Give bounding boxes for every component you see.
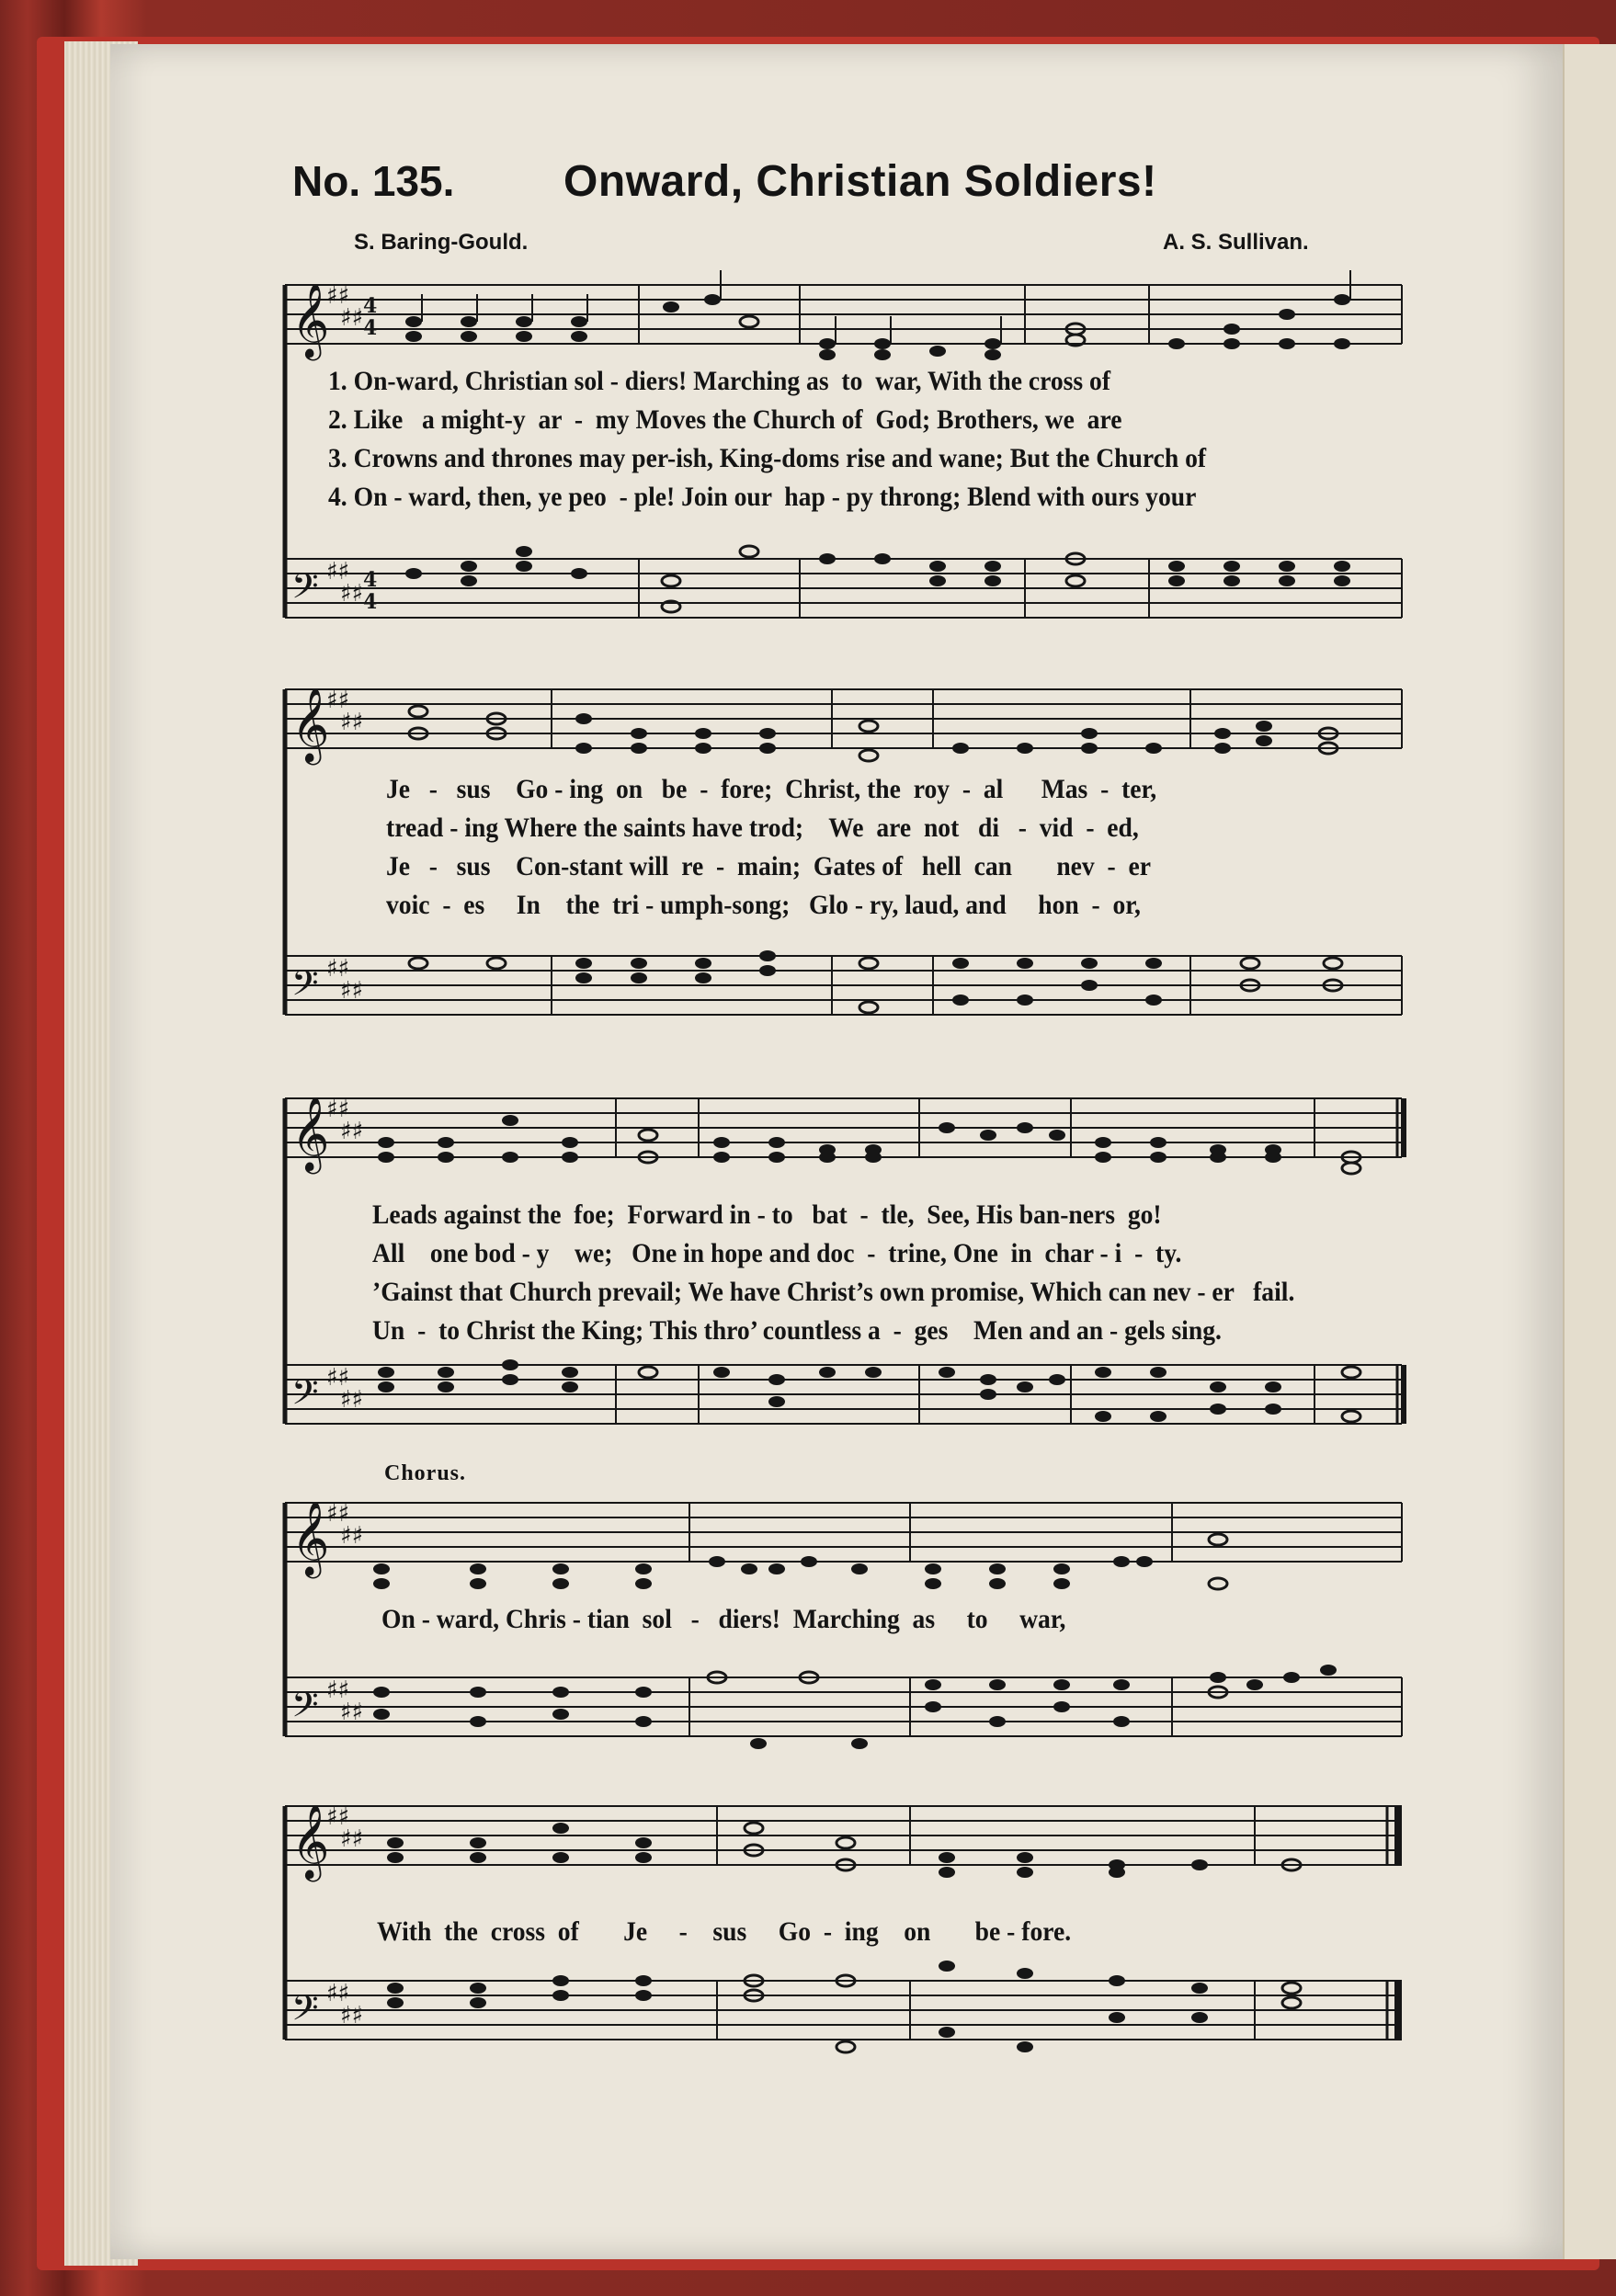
facing-page-edge [1563, 44, 1616, 2259]
music-system-4-chorus [271, 1484, 1411, 1760]
music-system-2 [271, 671, 1411, 1048]
lyric-line-verse-1: 1. On-ward, Christian sol - diers! Marching as to war, With the cross of [328, 366, 1111, 396]
svg-text:♯♯: ♯♯ [326, 1096, 350, 1123]
svg-text:♯♯: ♯♯ [326, 558, 350, 585]
svg-text:♯♯: ♯♯ [340, 2002, 364, 2029]
svg-text:𝄢: 𝄢 [291, 1987, 319, 2037]
svg-text:♯♯: ♯♯ [326, 282, 350, 310]
svg-text:𝄞: 𝄞 [291, 687, 330, 762]
svg-text:♯♯: ♯♯ [340, 1386, 364, 1414]
svg-text:4: 4 [363, 590, 378, 614]
svg-text:♯♯: ♯♯ [340, 977, 364, 1005]
lyric-line-chorus-1: On - ward, Chris - tian sol - diers! Marching as to war, [381, 1604, 1066, 1634]
svg-text:4: 4 [363, 568, 378, 592]
lyric-line-verse-3: 3. Crowns and thrones may per-ish, King-doms rise and wane; But the Church of [328, 443, 1207, 473]
svg-text:4: 4 [363, 294, 378, 318]
music-system-5-chorus [271, 1788, 1411, 2063]
svg-text:♯♯: ♯♯ [340, 1522, 364, 1550]
svg-text:♯♯: ♯♯ [326, 1500, 350, 1528]
svg-text:𝄞: 𝄞 [291, 1500, 330, 1575]
svg-text:♯♯: ♯♯ [340, 1825, 364, 1853]
svg-text:♯♯: ♯♯ [326, 1677, 350, 1704]
lyricist-credit: S. Baring-Gould. [354, 230, 529, 255]
hymn-number: No. 135. [292, 157, 455, 205]
svg-text:𝄢: 𝄢 [291, 1371, 319, 1421]
svg-text:♯♯: ♯♯ [326, 687, 350, 714]
lyric-line-chorus-2: With the cross of Je - sus Go - ing on be - fore. [377, 1916, 1072, 1947]
lyric-line-verse-2: tread - ing Where the saints have trod; We are not di - vid - ed, [386, 813, 1139, 843]
svg-text:𝄢: 𝄢 [291, 962, 319, 1012]
lyric-line-verse-4: voic - es In the tri - umph-song; Glo - ry, laud, and hon - or, [386, 890, 1141, 920]
lyric-line-verse-4: 4. On - ward, then, ye peo - ple! Join our hap - py throng; Blend with ours your [328, 482, 1197, 512]
svg-text:𝄢: 𝄢 [291, 565, 319, 615]
music-system-1 [271, 267, 1411, 653]
svg-text:♯♯: ♯♯ [326, 1803, 350, 1831]
lyric-line-verse-1: Je - sus Go - ing on be - fore; Christ, the roy - al Mas - ter, [386, 774, 1157, 804]
hymn-title: Onward, Christian Soldiers! [563, 157, 1157, 206]
svg-text:♯♯: ♯♯ [340, 1118, 364, 1145]
svg-text:4: 4 [363, 316, 378, 340]
svg-text:♯♯: ♯♯ [326, 1364, 350, 1392]
lyric-line-verse-3: ’Gainst that Church prevail; We have Christ’s own promise, Which can nev - er fail. [372, 1277, 1295, 1307]
svg-text:♯♯: ♯♯ [340, 580, 364, 608]
svg-text:♯♯: ♯♯ [326, 955, 350, 983]
lyric-line-verse-2: All one bod - y we; One in hope and doc - trine, One in char - i - ty. [372, 1238, 1182, 1268]
hymn-header [292, 156, 1441, 221]
lyric-line-verse-1: Leads against the foe; Forward in - to bat - tle, See, His ban-ners go! [372, 1199, 1162, 1230]
composer-credit: A. S. Sullivan. [1163, 230, 1309, 255]
svg-text:♯♯: ♯♯ [326, 1980, 350, 2007]
svg-text:♯♯: ♯♯ [340, 709, 364, 736]
lyric-line-verse-2: 2. Like a might-y ar - my Moves the Church of God; Brothers, we are [328, 404, 1122, 435]
svg-text:♯♯: ♯♯ [340, 1699, 364, 1726]
svg-text:𝄞: 𝄞 [291, 1803, 330, 1879]
svg-text:♯♯: ♯♯ [340, 304, 364, 332]
svg-text:𝄢: 𝄢 [291, 1684, 319, 1733]
lyric-line-verse-4: Un - to Christ the King; This thro’ countless a - ges Men and an - gels sing. [372, 1315, 1222, 1346]
chorus-label: Chorus. [384, 1461, 467, 1485]
svg-text:𝄞: 𝄞 [291, 282, 330, 358]
music-system-3 [271, 1080, 1411, 1457]
svg-text:𝄞: 𝄞 [291, 1096, 330, 1171]
lyric-line-verse-3: Je - sus Con-stant will re - main; Gates of hell can nev - er [386, 851, 1152, 881]
